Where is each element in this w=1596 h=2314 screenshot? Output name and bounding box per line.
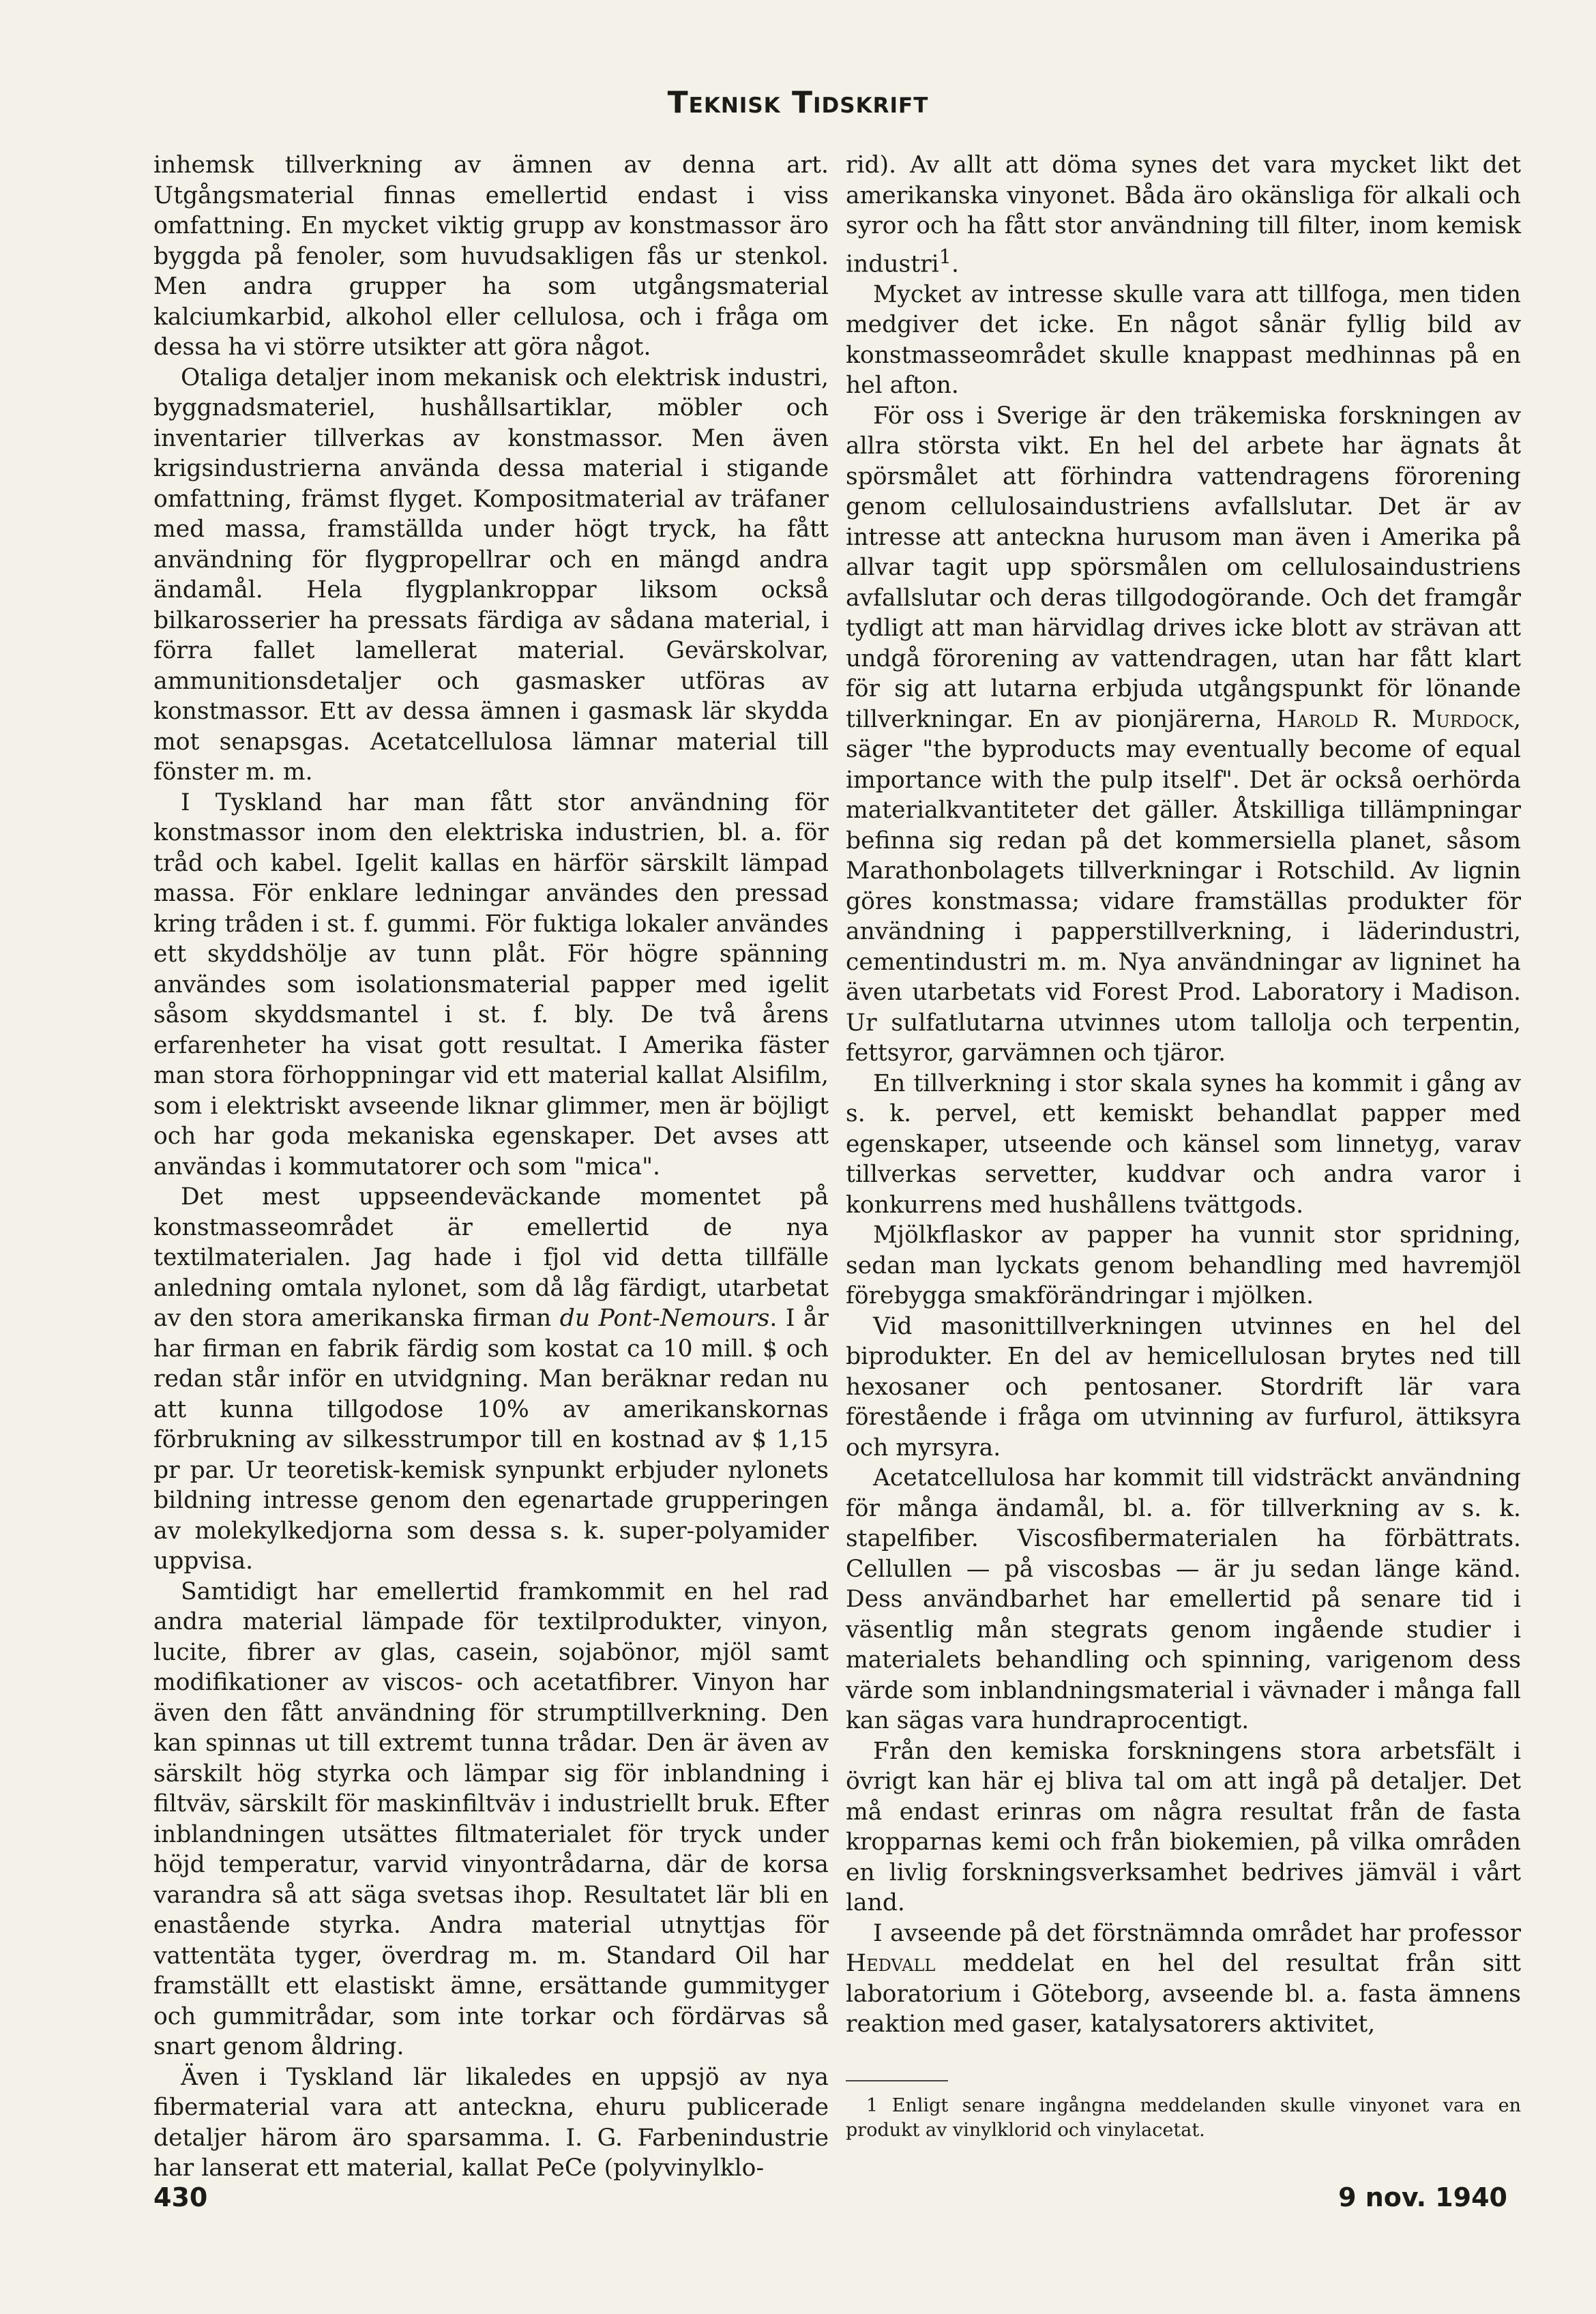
left-column <box>153 150 829 2184</box>
footnote-text: Enligt senare ingångna meddelanden skulle vinyonet vara en produkt av vinylklorid och vinylacetat. <box>846 2095 1521 2141</box>
paragraph: inhemsk tillverkning av ämnen av denna art. Utgångsmaterial finnas emellertid endast i viss omfattning. En mycket viktig grupp av konstmassor äro byggda på fenoler, som huvudsakligen fås ur stenkol. Men andra grupper ha som utgångsmaterial kalciumkarbid, alkohol eller cellulosa, och i fråga om dessa ha vi större utsikter att göra något. <box>153 151 829 361</box>
footnote-marker: 1 <box>866 2095 878 2116</box>
paragraph: En tillverkning i stor skala synes ha kommit i gång av s. k. pervel, ett kemiskt behandlat papper med egenskaper, utseende och känsel som linnetyg, varav tillverkas servetter, kuddvar och andra varor i konkurrens med hushållens tvättgods. <box>846 1069 1521 1219</box>
paragraph-text: meddelat en hel del resultat från sitt laboratorium i Göteborg, avseende bl. a. fasta ämnens reaktion med gaser, katalysatorers aktivitet, <box>846 1950 1521 2038</box>
paragraph <box>846 1918 1521 2040</box>
paragraph <box>846 150 1521 280</box>
paragraph-text: I avseende på det förstnämnda området har professor <box>873 1919 1521 1947</box>
firm-name: du Pont-Nemours <box>559 1305 770 1332</box>
right-column <box>846 150 1521 2040</box>
paragraph: I Tyskland har man fått stor användning för konstmassor inom den elektriska industrien, bl. a. för tråd och kabel. Igelit kallas en härför särskilt lämpad massa. För enklare ledningar användes den pressad kring tråden i st. f. gummi. För fuktiga lokaler användes ett skyddshölje av tunn plåt. För högre spänning användes som isolationsmaterial papper med igelit såsom skyddsmantel i st. f. bly. De två årens erfarenheter ha visat gott resultat. I Amerika fäster man stora förhoppningar vid ett material kallat Alsifilm, som i elektriskt avseende liknar glimmer, men är böjligt och har goda mekaniska egenskaper. Det avses att användas i kommutatorer och som "mica". <box>153 788 829 1181</box>
paragraph: Mjölkflaskor av papper ha vunnit stor spridning, sedan man lyckats genom behandling med havremjöl förebygga smakförändringar i mjölken. <box>846 1221 1521 1309</box>
paragraph-text: . <box>951 250 959 278</box>
paragraph-text: Det mest uppseendeväckande momentet på konstmasseområdet är emellertid de nya textilmaterialen. Jag hade i fjol vid detta tillfälle anledning omtala nylonet, som då låg färdigt, utarbetat av den stora amerikanska firman <box>153 1183 829 1332</box>
footnote-divider <box>846 2080 948 2081</box>
paragraph-text: . I år har firman en fabrik färdig som kostat ca 10 mill. $ och redan står inför en utvidgning. Man beräknar redan nu att kunna tillgodose 10% av amerikanskornas förbrukning av silkesstrumpor till en kostnad av $ 1,15 pr par. Ur teoretisk-kemisk synpunkt erbjuder nylonets bildning intresse genom den egenartade grupperingen av molekylkedjorna som dessa s. k. super-polyamider uppvisa. <box>153 1305 829 1575</box>
paragraph <box>846 401 1521 1069</box>
paragraph: Acetatcellulosa har kommit till vidsträckt användning för många ändamål, bl. a. för tillverkning av s. k. stapelfiber. Viscosfibermaterialen ha förbättrats. Cellullen — på viscosbas — är ju sedan länge känd. Dess användbarhet har emellertid på senare tid i väsentlig mån stegrats genom ingående studier i materialets behandling och spinning, varigenom dess värde som inblandningsmaterial i vävnader i många fall kan sägas vara hundraprocentigt. <box>846 1464 1521 1734</box>
issue-date: 9 nov. 1940 <box>1338 2182 1507 2212</box>
paragraph <box>153 1182 829 1577</box>
footnote-ref: 1 <box>939 244 951 268</box>
paragraph: Även i Tyskland lär likaledes en uppsjö av nya fibermaterial vara att anteckna, ehuru publicerade detaljer härom äro sparsamma. I. G. Farbenindustrie har lanserat ett material, kallat PeCe (polyvinylklo- <box>153 2063 829 2182</box>
paragraph: Samtidigt har emellertid framkommit en hel rad andra material lämpade för textilprodukter, vinyon, lucite, fibrer av glas, casein, sojabönor, mjöl samt modifikationer av viscos- och acetatfibrer. Vinyon har även den fått användning för strumptillverkning. Den kan spinnas ut till extremt tunna trådar. Den är även av särskilt hög styrka och lämpar sig för inblandning i filtväv, särskilt för maskinfiltväv i industriellt bruk. Efter inblandningen utsättes filtmaterialet för tryck under höjd temperatur, varvid vinyontrådarna, där de korsa varandra så att säga svetsas ihop. Resultatet lär bli en enastående styrka. Andra material utnyttjas för vattentäta tyger, överdrag m. m. Standard Oil har framställt ett elastiskt ämne, ersättande gummityger och gummitrådar, som inte torkar och fördärvas så snart genom åldring. <box>153 1577 829 2060</box>
paragraph: Från den kemiska forskningens stora arbetsfält i övrigt kan här ej bliva tal om att ingå på detaljer. Det må endast erinras om några resultat från de fasta kropparnas kemi och från biokemien, på vilka områden en livlig forskningsverksamhet bedrives jämväl i vårt land. <box>846 1737 1521 1916</box>
footnote <box>846 2094 1521 2143</box>
journal-title: Teknisk Tidskrift <box>667 85 929 120</box>
page-number: 430 <box>153 2182 208 2212</box>
paragraph-text: För oss i Sverige är den träkemiska forskningen av allra största vikt. En hel del arbete har ägnats åt spörsmålet att förhindra vattendragens förorening genom cellulosaindustriens avfallslutar. Det är av intresse att anteckna hurusom man även i Amerika på allvar tagit upp spörsmålen om cellulosaindustriens avfallslutar och deras tillgodogörande. Och det framgår tydligt att man härvidlag drives icke blott av strävan att undgå förorening av vattendragen, utan har fått klart för sig att lutarna erbjuda utgångspunkt för lönande tillverkningar. En av pionjärerna, <box>846 402 1521 733</box>
person-name: Hedvall <box>846 1950 936 1977</box>
person-name: Harold R. Murdock <box>1276 705 1514 733</box>
paragraph-text: rid). Av allt att döma synes det vara mycket likt det amerikanska vinyonet. Båda äro okänsliga för alkali och syror och ha fått stor användning till filter, inom kemisk industri <box>846 151 1521 278</box>
paragraph-text: , säger "the byproducts may eventually become of equal importance with the pulp itself". Det är också oerhörda materialkvantiteter det gäller. Åtskilliga tillämpningar befinna sig redan på det kommersiella planet, såsom Marathonbolagets tillverkningar i Rotschild. Av lignin göres konstmassa; vidare framställas produkter för användning i papperstillverkning, i läderindustri, cementindustri m. m. Nya användningar av ligninet ha även utarbetats vid Forest Prod. Laboratory i Madison. Ur sulfatlutarna utvinnes utom tallolja och terpentin, fettsyror, garvämnen och tjäror. <box>846 705 1521 1067</box>
paragraph: Mycket av intresse skulle vara att tillfoga, men tiden medgiver det icke. En något sånär fyllig bild av konstmasseområdet skulle knappast medhinnas på en hel afton. <box>846 280 1521 399</box>
paragraph: Vid masonittillverkningen utvinnes en hel del biprodukter. En del av hemicellulosan brytes ned till hexosaner och pentosaner. Stordrift lär vara förestående i fråga om utvinning av furfurol, ättiksyra och myrsyra. <box>846 1312 1521 1462</box>
paragraph: Otaliga detaljer inom mekanisk och elektrisk industri, byggnadsmateriel, hushållsartiklar, möbler och inventarier tillverkas av konstmassor. Men även krigsindustrierna använda dessa material i stigande omfattning, främst flyget. Kompositmaterial av träfaner med massa, framställda under högt tryck, ha fått användning för flygpropellrar och en mängd andra ändamål. Hela flygplankroppar liksom också bilkarosserier ha pressats färdiga av sådana material, i förra fallet lamellerat material. Gevärskolvar, ammunitionsdetaljer och gasmasker utföras av konstmassor. Ett av dessa ämnen i gasmask lär skydda mot senapsgas. Acetatcellulosa lämnar material till fönster m. m. <box>153 364 829 786</box>
